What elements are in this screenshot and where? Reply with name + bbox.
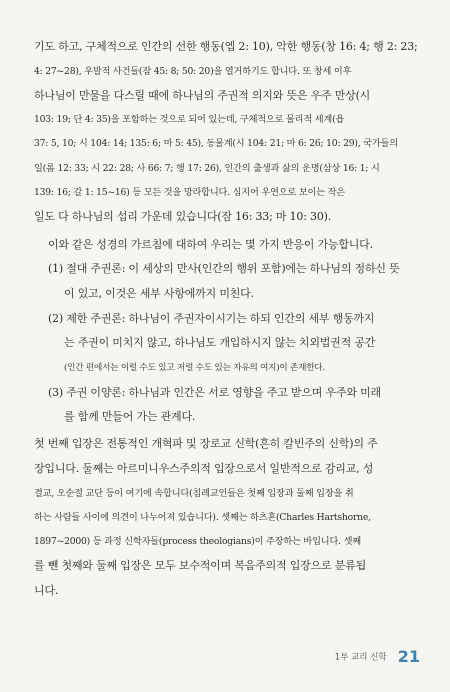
page-number: 21 [397,647,420,666]
text-line: 1897~2000) 등 과정 신학자들(process theologians)이 주장하는 바입니다. 셋째 [34,536,361,547]
text-line: 103: 19; 단 4: 35)을 포함하는 것으로 되어 있는데, 구체적으로 물리적 세계(욥 [34,114,345,125]
text-line: 일도 다 하나님의 섭리 가운데 있습니다(잠 16: 33; 마 10: 30). [34,210,332,223]
text-line: 일(롬 12: 33; 시 22: 28; 사 66: 7; 행 17: 26), 인간의 출생과 삶의 운명(삼상 16: 1; 시 [34,163,380,174]
paragraph-intro: 이와 같은 성경의 가르침에 대하여 우리는 몇 가지 반응이 가능합니다. [48,238,373,251]
text-line: 기도 하고, 구체적으로 인간의 선한 행동(엡 2: 10), 악한 행동(창 16: 4; 행 2: 23; [34,40,418,53]
list-item-3-cont: 를 함께 만들어 가는 관계다. [64,410,196,423]
page-footer [335,646,420,666]
list-item-1-cont: 이 있고, 이것은 세부 사항에까지 미친다. [64,287,254,300]
list-item-2-cont: 는 주권이 미치지 않고, 하나님도 개입하시지 않는 치외법권적 공간 [64,336,376,349]
list-item-2: (2) 제한 주권론: 하나님이 주권자이시기는 하되 인간의 세부 행동까지 [48,312,375,325]
text-line: 하는 사람들 사이에 의견이 나누어져 있습니다). 셋째는 하츠혼(Charles Hartshorne, [34,512,371,523]
list-item-2-cont: (인간 편에서는 이럴 수도 있고 저럴 수도 있는 자유의 여지)이 존재한다. [64,363,325,373]
list-item-3: (3) 주권 이양론: 하나님과 인간은 서로 영향을 주고 받으며 우주와 미래 [48,386,381,399]
text-line: 하나님이 만물을 다스릴 때에 하나님의 주권적 의지와 뜻은 우주 만상(시 [34,89,371,102]
text-line: 결교, 오순절 교단 등이 여기에 속합니다(침례교인들은 첫째 입장과 둘째 입장을 취 [34,488,354,499]
text-line: 첫 번째 입장은 전통적인 개혁파 및 장로교 신학(흔히 칼빈주의 신학)의 주 [34,437,378,450]
text-line: 를 뺀 첫째와 둘째 입장은 모두 보수적이며 복음주의적 입장으로 분류됩 [34,559,367,572]
text-line: 139: 16; 갈 1: 15~16) 등 모든 것을 망라합니다. 심지어 우연으로 보이는 작은 [34,187,345,198]
text-line: 37: 5, 10; 시 104: 14; 135: 6; 마 5: 45), 동물계(시 104: 21; 마 6: 26; 10: 29), 국가들의 [34,138,398,149]
list-item-1: (1) 절대 주권론: 이 세상의 만사(인간의 행위 포함)에는 하나님의 정하신 뜻 [48,262,400,275]
text-line: 니다. [34,584,59,597]
text-line: 장입니다. 둘째는 아르미니우스주의적 입장으로서 일반적으로 감리교, 성 [34,462,374,475]
text-line: 4: 27~28), 우발적 사건들(잠 45: 8; 50: 20)을 열거하기도 합니다. 또 창세 이후 [34,66,352,77]
section-label: 1부 교리 신학 [334,652,387,663]
